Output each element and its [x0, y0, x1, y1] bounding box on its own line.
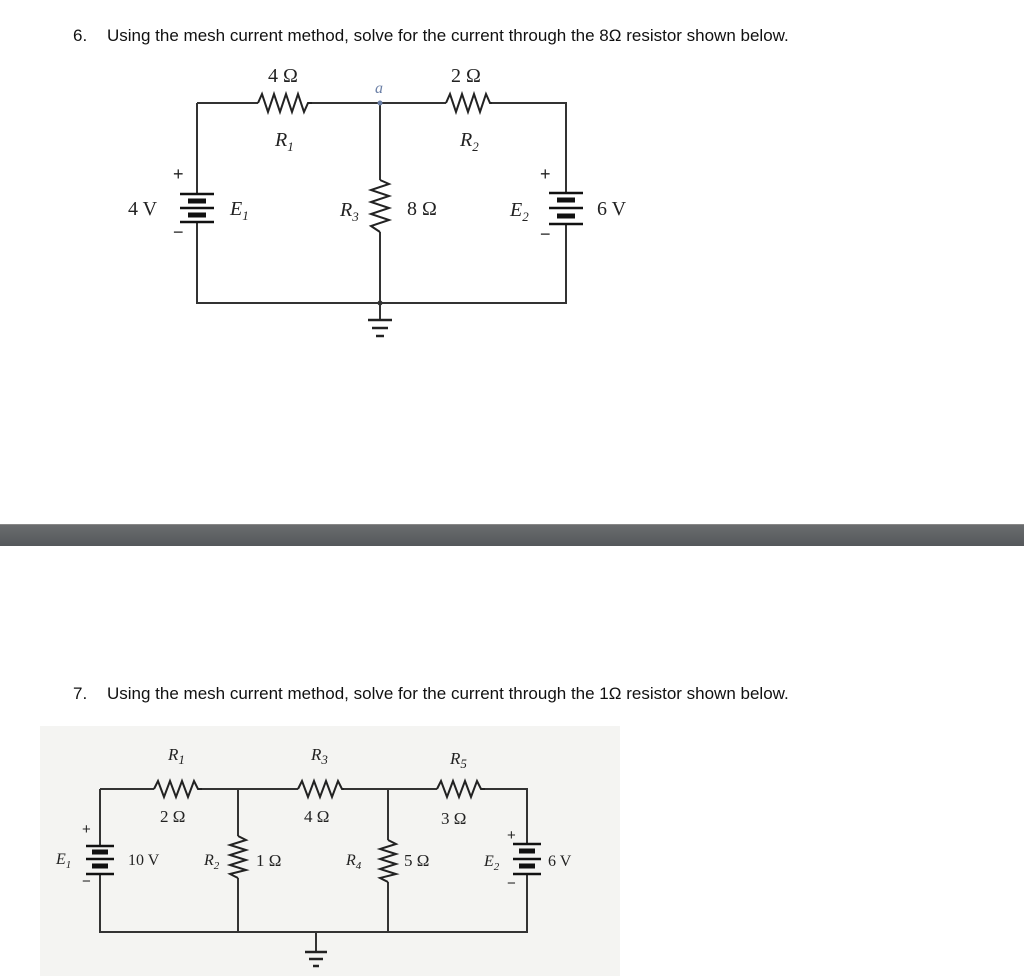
page-divider: [0, 524, 1024, 547]
r3-name: [339, 199, 359, 224]
q7-resistor-r5: [437, 781, 485, 797]
r1-name: [274, 129, 294, 154]
q7-battery-e1: [86, 846, 114, 874]
e1-name: [229, 198, 249, 223]
r2-name-letter: R: [460, 129, 473, 151]
circuit-diagram-q7: [0, 726, 640, 976]
q7-r1-name: [167, 745, 185, 767]
q7-e2-plus: +: [507, 827, 516, 844]
q7-r4-name-sub: 4: [355, 860, 362, 872]
q7-r3-value: 4 Ω: [304, 807, 330, 826]
q7-r2-name: [203, 852, 220, 872]
q7-e1-value: 10 V: [128, 852, 160, 869]
battery-e2: [549, 193, 583, 224]
q7-r3-name: [310, 745, 328, 767]
q7-e1-name-sub: 1: [65, 859, 72, 871]
r3-value: 8 Ω: [407, 198, 437, 220]
e2-value: 6 V: [597, 198, 627, 220]
r1-value: 4 Ω: [268, 65, 298, 87]
q7-r4-value: 5 Ω: [404, 851, 430, 870]
q7-e2-value: 6 V: [548, 853, 572, 870]
node-a-label: a: [375, 80, 383, 97]
q7-resistor-r3: [298, 781, 344, 797]
r2-name: [459, 129, 479, 154]
e1-minus: −: [173, 222, 184, 242]
q7-r2-name-letter: R: [204, 852, 214, 869]
q7-r1-name-letter: R: [168, 745, 179, 764]
e1-name-letter: E: [230, 198, 243, 220]
q7-e2-name-letter: E: [484, 853, 494, 870]
q7-e1-minus: −: [82, 873, 91, 890]
question-7-text: Using the mesh current method, solve for the current through the 1Ω resistor shown below.: [107, 684, 789, 703]
q7-e2-name: [483, 853, 500, 873]
e2-name: [509, 199, 529, 224]
q7-e2-minus: −: [507, 875, 516, 892]
q7-r2-name-sub: 2: [213, 860, 220, 872]
q7-r1-value: 2 Ω: [160, 807, 186, 826]
q7-r1-name-sub: 1: [178, 752, 185, 767]
q7-r5-value: 3 Ω: [441, 809, 467, 828]
r3-name-sub: 3: [352, 209, 359, 224]
node-a-dot: [378, 101, 383, 106]
q7-wire-top-4: [485, 789, 527, 844]
resistor-r1: [258, 94, 312, 112]
question-7-number: 7.: [73, 684, 88, 703]
ground-junction: [378, 301, 383, 306]
e2-name-letter: E: [510, 199, 523, 221]
q7-r5-name: [449, 749, 467, 771]
e1-value: 4 V: [128, 198, 158, 220]
r1-name-letter: R: [275, 129, 288, 151]
q7-r2-value: 1 Ω: [256, 851, 282, 870]
e2-name-sub: 2: [522, 209, 529, 224]
q7-r4-name-letter: R: [346, 852, 356, 869]
e1-plus: +: [173, 164, 184, 184]
q7-r4-name: [345, 852, 362, 872]
q7-resistor-r1: [154, 781, 202, 797]
e2-minus: −: [540, 224, 551, 244]
q7-wire-left-lower: [100, 874, 527, 932]
q7-battery-e2: [513, 844, 541, 874]
e2-plus: +: [540, 164, 551, 184]
battery-e1: [180, 194, 214, 222]
q7-e1-name-letter: E: [56, 851, 66, 868]
question-6-number: 6.: [73, 26, 88, 45]
wire-top-right: [492, 103, 566, 193]
q7-resistor-r2: [230, 836, 246, 878]
q7-r5-name-sub: 5: [460, 756, 467, 771]
r2-value: 2 Ω: [451, 65, 481, 87]
wire-left-lower: [197, 222, 566, 303]
question-6-text: Using the mesh current method, solve for the current through the 8Ω resistor shown below.: [107, 26, 789, 45]
q7-ground-icon: [305, 952, 327, 966]
q7-e1-name: [55, 851, 71, 871]
ground-icon: [368, 320, 392, 336]
r2-name-sub: 2: [472, 139, 479, 154]
r1-name-sub: 1: [287, 139, 294, 154]
r3-name-letter: R: [340, 199, 353, 221]
q7-resistor-r4: [380, 840, 396, 882]
q7-r3-name-sub: 3: [321, 752, 328, 767]
q7-r3-name-letter: R: [311, 745, 322, 764]
resistor-r3: [371, 180, 389, 232]
resistor-r2: [446, 94, 492, 112]
q7-e1-plus: +: [82, 821, 91, 838]
q7-r5-name-letter: R: [450, 749, 461, 768]
e1-name-sub: 1: [242, 208, 249, 223]
question-7: [73, 684, 789, 704]
q7-e2-name-sub: 2: [493, 861, 500, 873]
